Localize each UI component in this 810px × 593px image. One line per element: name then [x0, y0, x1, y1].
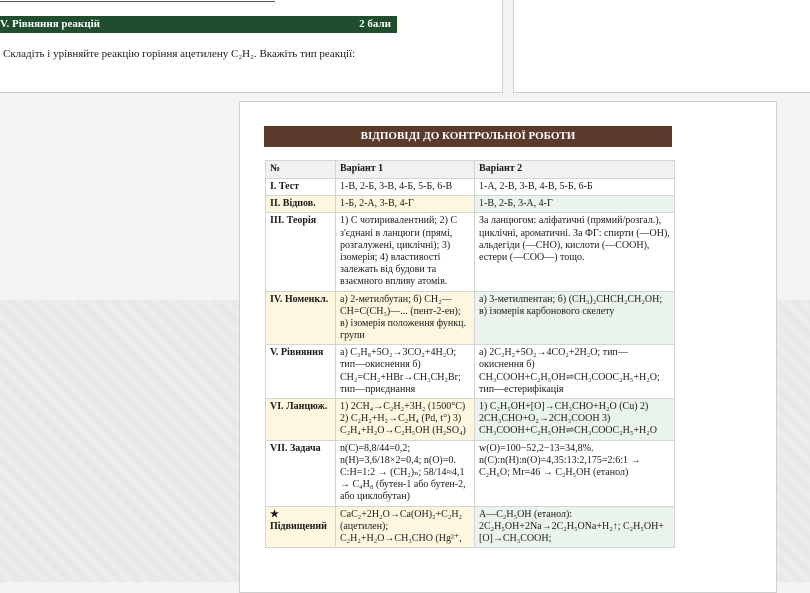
answers-title: ВІДПОВІДІ ДО КОНТРОЛЬНОЇ РОБОТИ	[264, 126, 672, 147]
variant-2-cell: 1-В, 2-Б, 3-А, 4-Г	[475, 196, 675, 213]
header-number: №	[266, 161, 336, 179]
table-row	[266, 506, 675, 548]
previous-page	[0, 0, 503, 93]
row-label: VII. Задача	[266, 440, 336, 506]
table-row	[266, 213, 675, 291]
variant-2-cell: а) 3-метилпентан; б) (CH₃)₂CHCH₂CH₂OH; в) ізомерія карбонового скелету	[475, 291, 675, 345]
task-text: Складіть і урівняйте реакцію горіння ацетилену C₂H₂. Вкажіть тип реакції:	[3, 48, 356, 60]
row-label: ★ Підвищений	[266, 506, 336, 548]
variant-2-cell: За ланцюгом: аліфатичні (прямий/розгал.), циклічні, ароматичні. За ФГ: спирти (—OH), альдегіди (—CHO), кислоти (—COOH), естери (—COO—) тощо.	[475, 213, 675, 291]
variant-1-cell: 1-В, 2-Б, 3-В, 4-Б, 5-Б, 6-В	[336, 179, 475, 196]
variant-1-cell: а) 2-метилбутан; б) CH₂—CH=C(CH₃)—... (пент-2-ен); в) ізомерія положення функц. групи	[336, 291, 475, 345]
adjacent-page	[513, 0, 810, 93]
variant-2-cell: w(O)=100−52,2−13=34,8%. n(C):n(H):n(O)=4,35:13:2,175=2:6:1 → C₂H₆O; Mr=46 → C₂H₅OH (етанол)	[475, 440, 675, 506]
variant-2-cell: 1) C₂H₅OH+[O]→CH₃CHO+H₂O (Cu) 2) 2CH₃CHO+O₂→2CH₃COOH 3) CH₃COOH+C₂H₅OH⇌CH₃COOC₂H₅+H₂O	[475, 399, 675, 441]
variant-1-cell: n(C)=8,8/44=0,2; n(H)=3,6/18×2=0,4; n(O)=0. C:H=1:2 → (CH₂)ₙ; 58/14≈4,1 → C₄H₈ (бутен-1 або бутен-2, або циклобутан)	[336, 440, 475, 506]
variant-2-cell: 1-А, 2-В, 3-В, 4-В, 5-Б, 6-Б	[475, 179, 675, 196]
row-label: II. Відпов.	[266, 196, 336, 213]
table-row	[266, 291, 675, 345]
variant-1-cell: CaC₂+2H₂O→Ca(OH)₂+C₂H₂ (ацетилен); C₂H₂+H₂O→CH₃CHO (Hg²⁺,	[336, 506, 475, 548]
table-row	[266, 196, 675, 213]
table-row	[266, 179, 675, 196]
section-header	[0, 16, 397, 33]
row-label: IV. Номенкл.	[266, 291, 336, 345]
variant-2-cell: A—C₂H₅OH (етанол): 2C₂H₅OH+2Na→2C₂H₅ONa+H₂↑; C₂H₅OH+[O]→CH₃COOH;	[475, 506, 675, 548]
variant-1-cell: 1) 2CH₄→C₂H₂+3H₂ (1500°C) 2) C₂H₂+H₂→C₂H₄ (Pd, t°) 3) C₂H₄+H₂O→C₂H₅OH (H₂SO₄)	[336, 399, 475, 441]
row-label: V. Рівняння	[266, 345, 336, 399]
answers-table	[265, 160, 675, 548]
answers-page	[239, 101, 777, 593]
divider-line	[0, 1, 275, 2]
row-label: VI. Ланцюж.	[266, 399, 336, 441]
header-variant-2: Варіант 2	[475, 161, 675, 179]
section-title: V. Рівняння реакцій	[0, 18, 100, 30]
variant-1-cell: 1-Б, 2-А, 3-В, 4-Г	[336, 196, 475, 213]
variant-1-cell: 1) С чотиривалентний; 2) С з'єднані в ланцюги (прямі, розгалужені, циклічні); 3) ізомерія; 4) властивості залежать від будови та взаємного впливу атомів.	[336, 213, 475, 291]
table-header-row	[266, 161, 675, 179]
table-row	[266, 345, 675, 399]
table-row	[266, 440, 675, 506]
variant-1-cell: а) C₃H₈+5O₂→3CO₂+4H₂O; тип—окиснення б) CH₂=CH₂+HBr→CH₃CH₂Br; тип—приєднання	[336, 345, 475, 399]
row-label: I. Тест	[266, 179, 336, 196]
section-points: 2 бали	[359, 18, 391, 30]
variant-2-cell: а) 2C₂H₂+5O₂→4CO₂+2H₂O; тип—окиснення б) CH₃COOH+C₂H₅OH⇌CH₃COOC₂H₅+H₂O; тип—естерифікація	[475, 345, 675, 399]
header-variant-1: Варіант 1	[336, 161, 475, 179]
row-label: III. Теорія	[266, 213, 336, 291]
table-row	[266, 399, 675, 441]
